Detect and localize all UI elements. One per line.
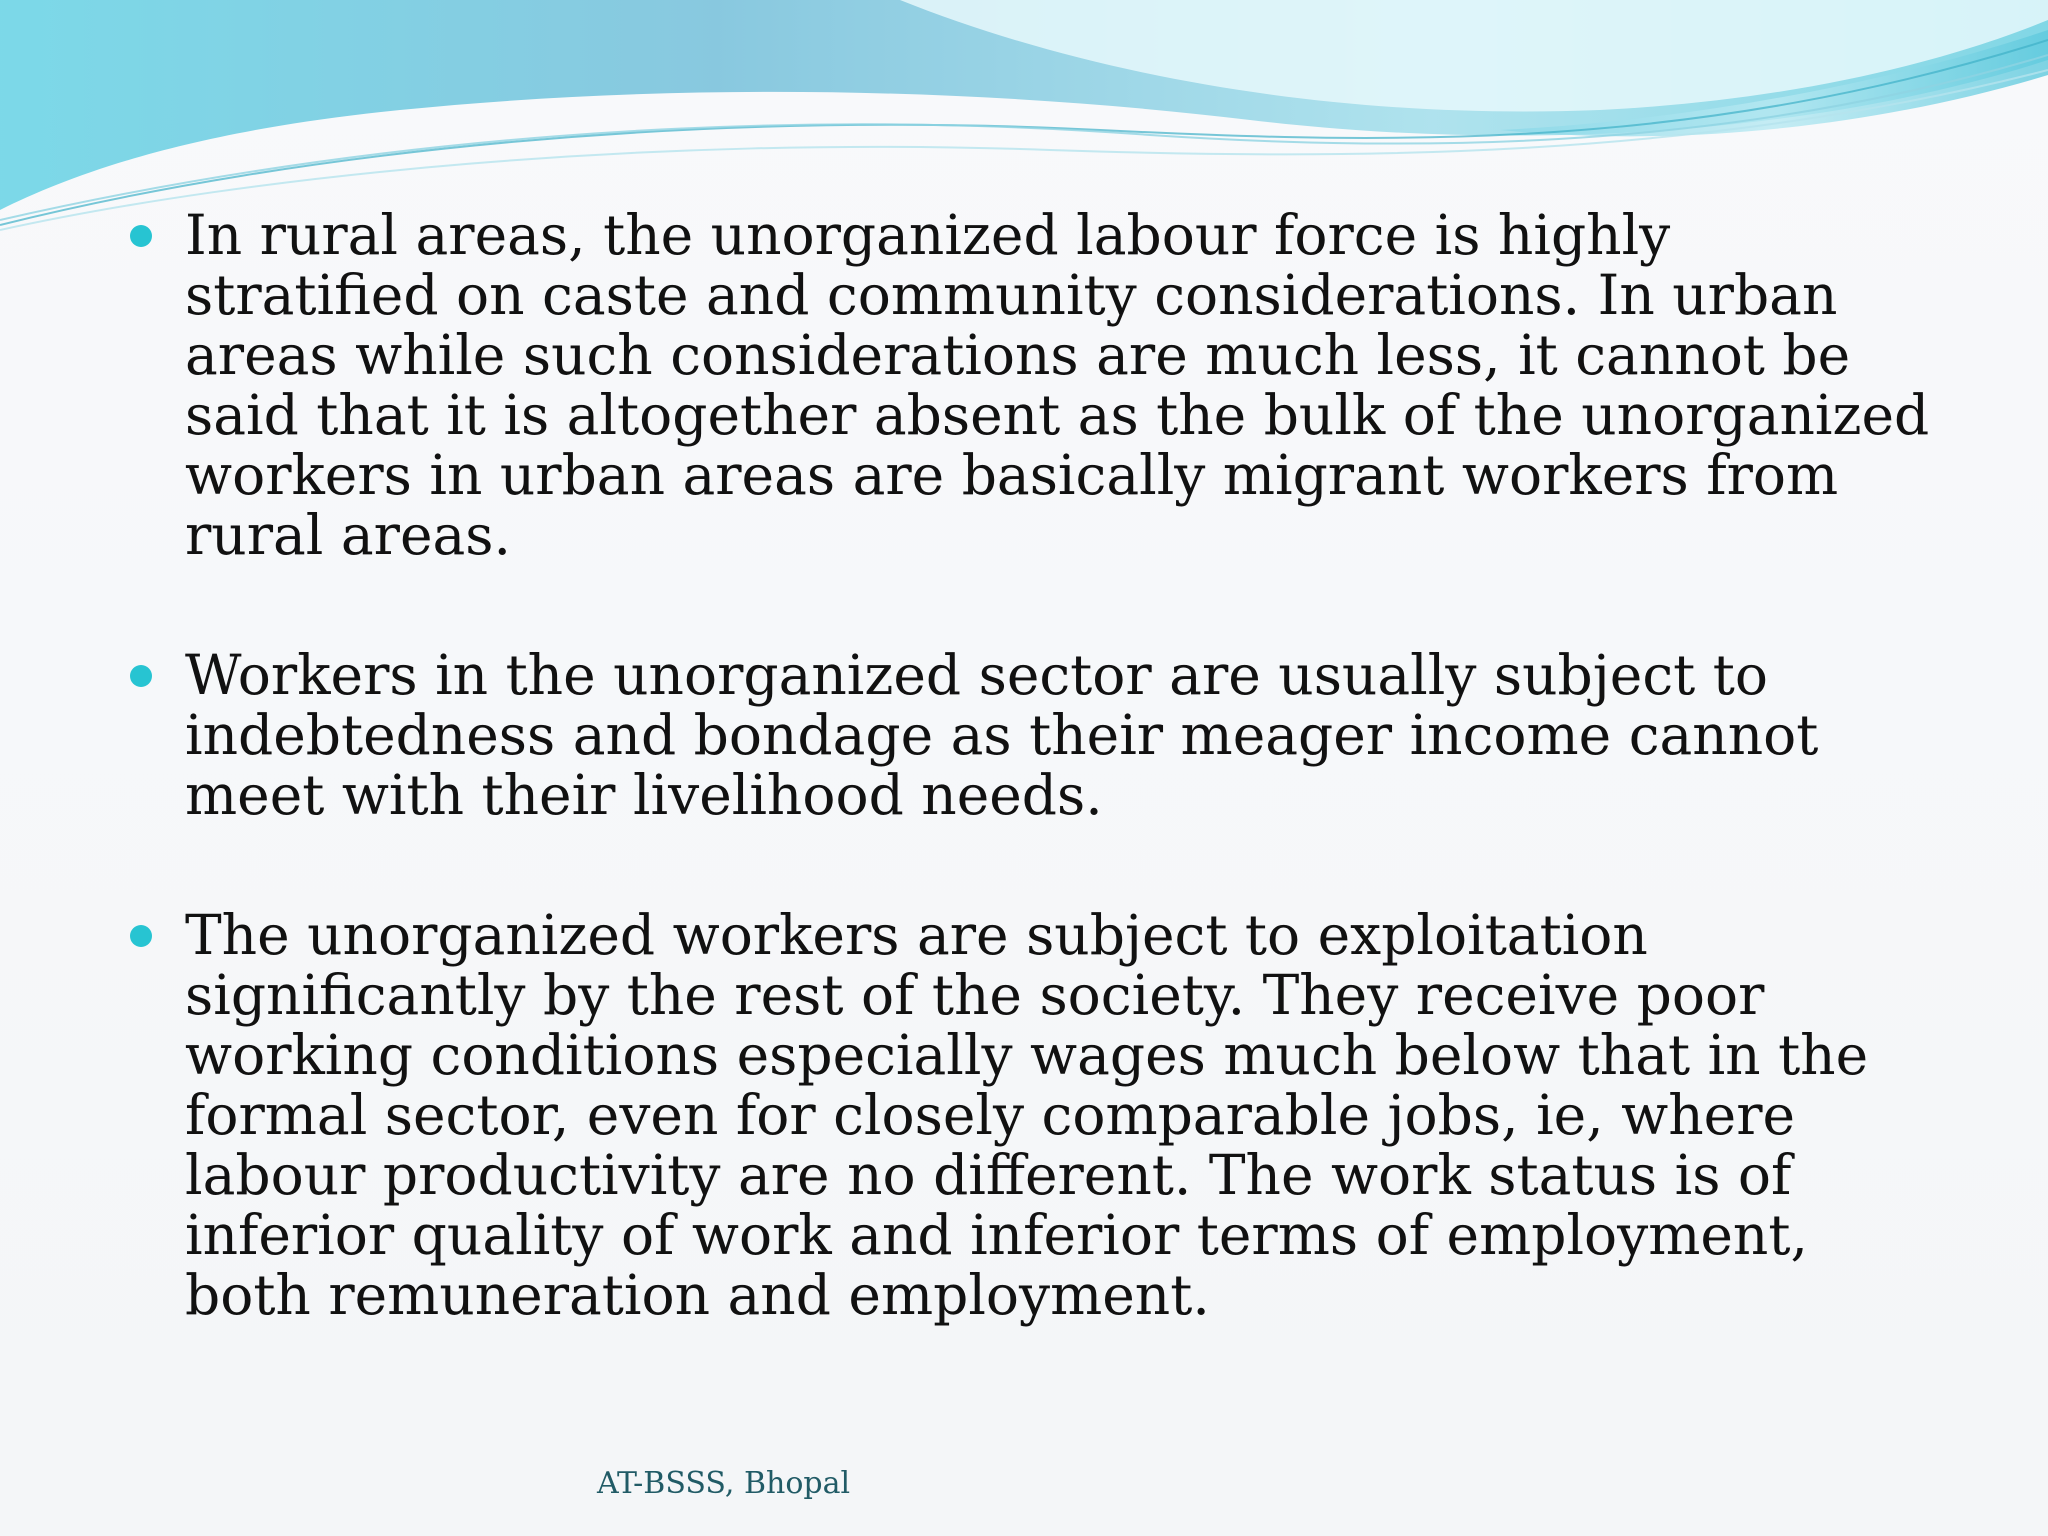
bullet-dot-icon [130, 925, 152, 947]
bullet-item [130, 905, 1940, 1325]
bullet-item [130, 205, 1940, 565]
bullet-item [130, 645, 1940, 825]
footer-text: AT-BSSS, Bhopal [597, 1466, 851, 1501]
bullet-list [130, 205, 1940, 1325]
bullet-dot-icon [130, 665, 152, 687]
bullet-text: The unorganized workers are subject to exploitation significantly by the rest of the society. They receive poor working conditions especially wages much below that in the formal sector, even for closely comparable jobs, ie, where labour productivity are no different. The work status is of inferior quality of work and inferior terms of employment, both remuneration and employment. [185, 903, 1869, 1327]
bullet-text: Workers in the unorganized sector are usually subject to indebtedness and bondage as their meager income cannot meet with their livelihood needs. [185, 643, 1819, 827]
bullet-text: In rural areas, the unorganized labour force is highly stratified on caste and community considerations. In urban areas while such considerations are much less, it cannot be said that it is altogether absent as the bulk of the unorganized workers in urban areas are basically migrant workers from rural areas. [185, 203, 1930, 567]
bullet-dot-icon [130, 225, 152, 247]
